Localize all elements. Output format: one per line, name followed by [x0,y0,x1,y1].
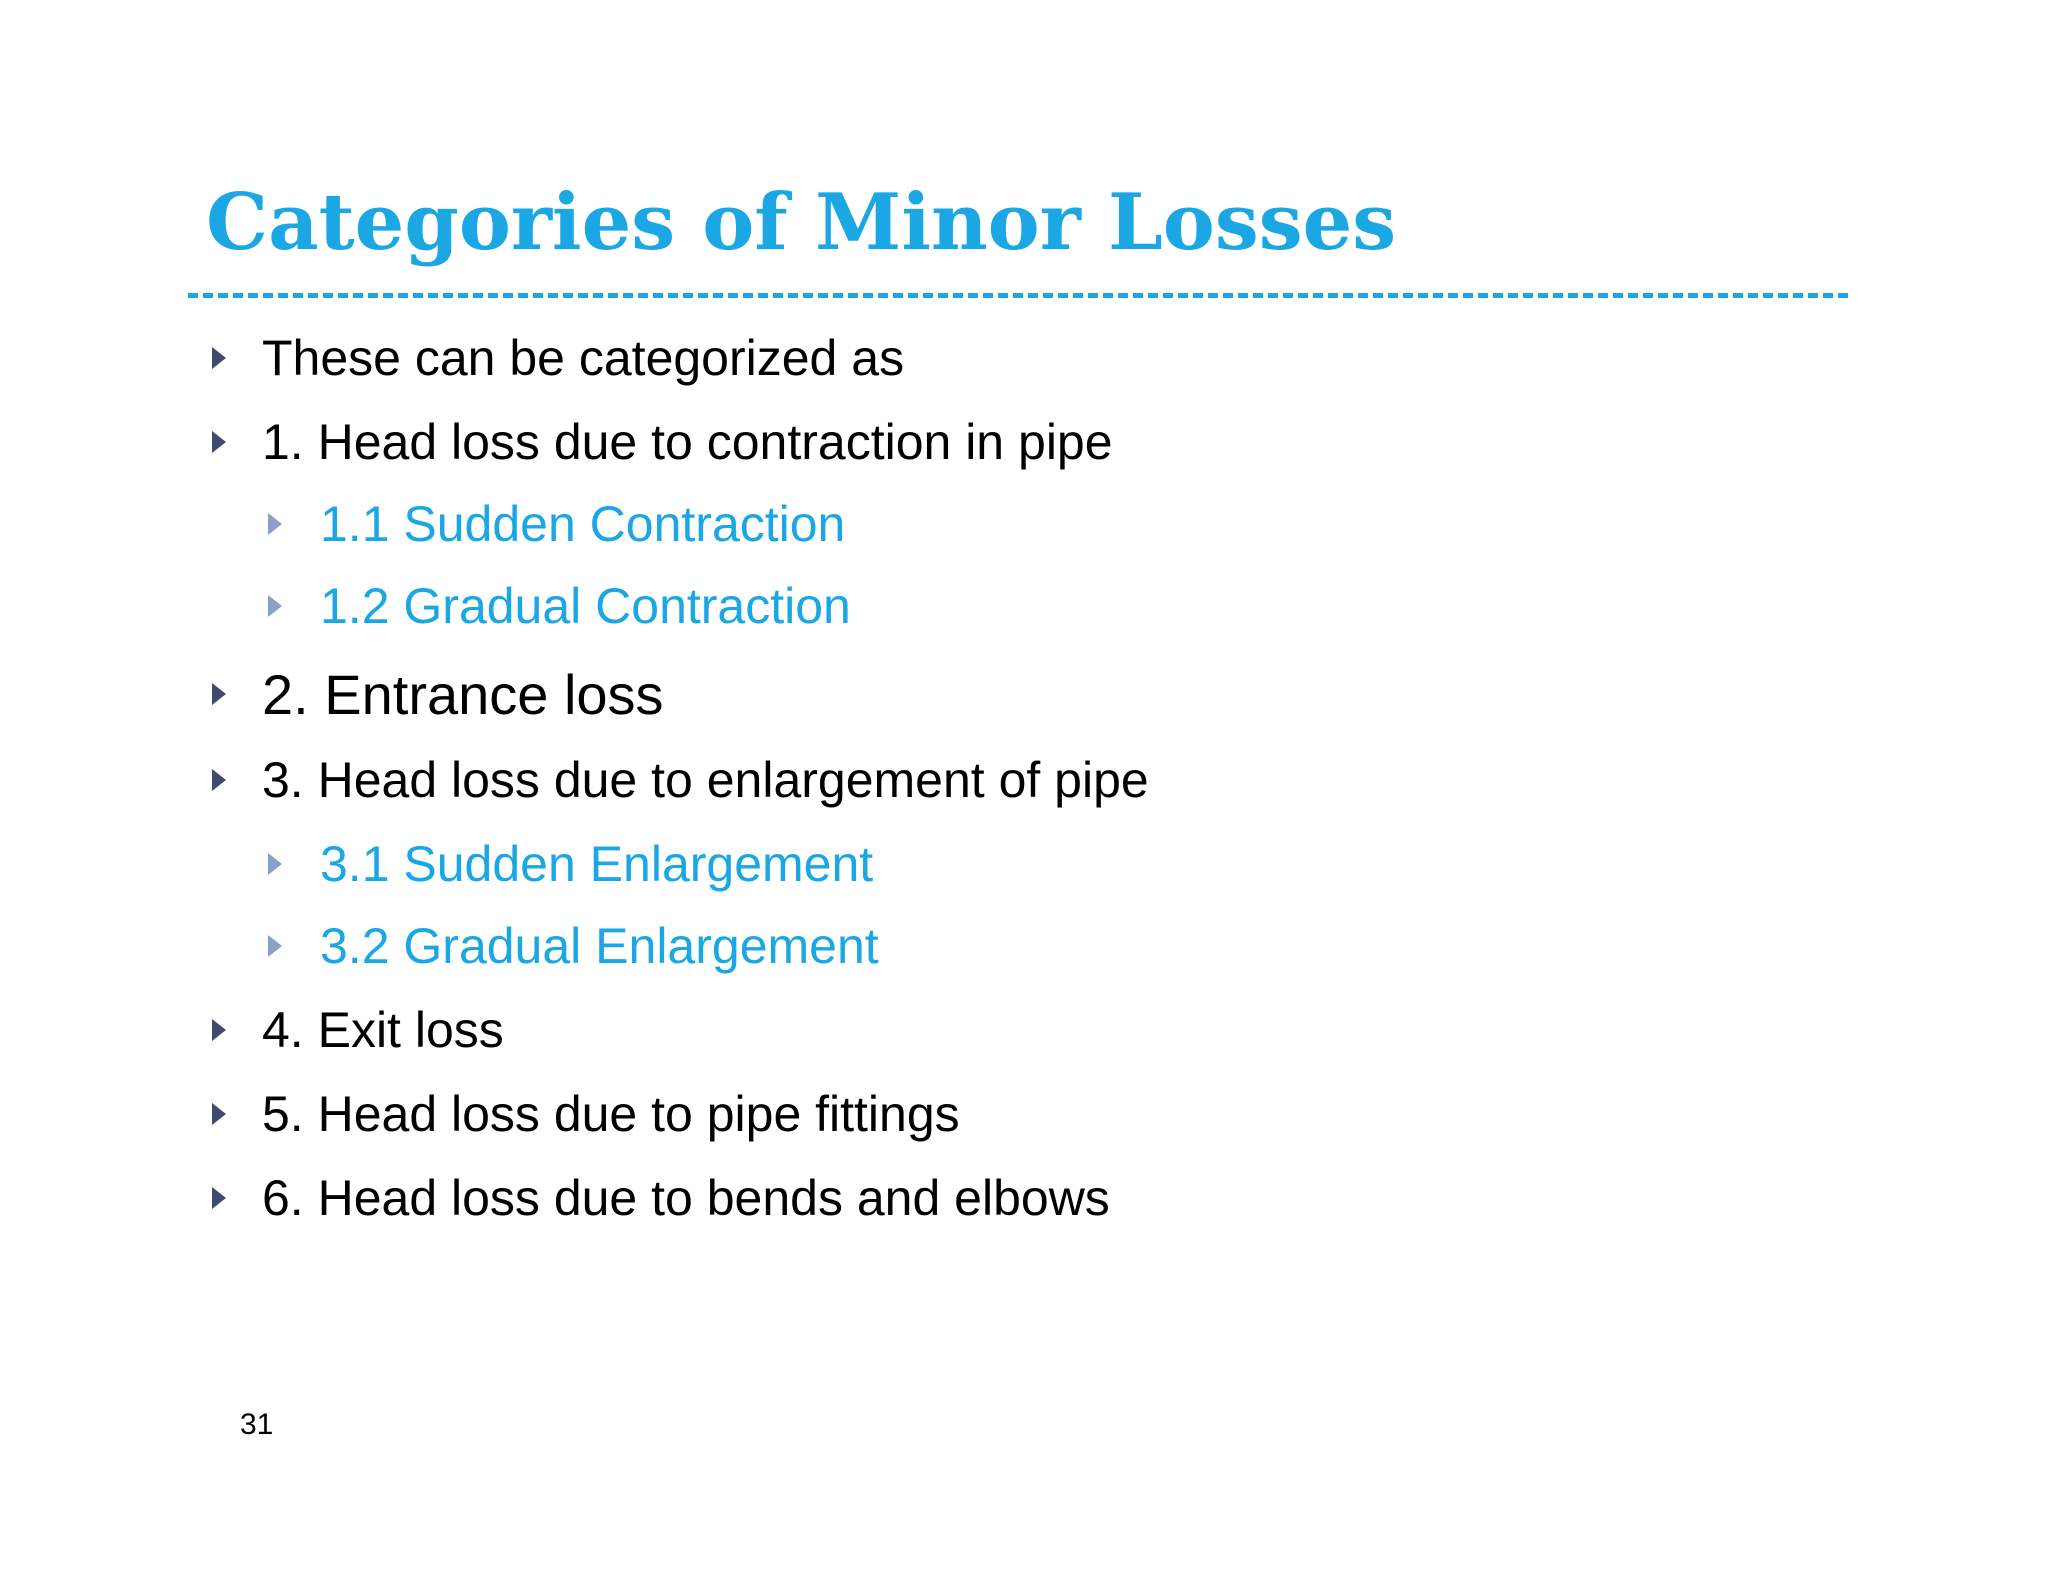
bullet-item [212,407,1113,477]
sub-bullet-item [268,829,873,899]
bullet-item [212,995,504,1065]
sub-bullet-item [268,489,845,559]
triangle-right-icon [268,513,282,535]
bullet-text: 2. Entrance loss [262,662,664,726]
sub-bullet-text: 3.1 Sudden Enlargement [320,836,874,892]
bullet-item [212,659,664,729]
page-number: 31 [240,1408,274,1441]
sub-bullet-item [268,571,851,641]
bullet-text: 1. Head loss due to contraction in pipe [262,414,1113,470]
triangle-right-icon [212,1019,226,1041]
triangle-right-icon [212,1187,226,1209]
triangle-right-icon [212,1103,226,1125]
bullet-item [212,323,904,393]
bullet-text: 4. Exit loss [262,1002,504,1058]
triangle-right-icon [268,595,282,617]
sub-bullet-item [268,911,879,981]
bullet-text: 6. Head loss due to bends and elbows [262,1170,1110,1226]
triangle-right-icon [212,683,226,705]
triangle-right-icon [212,769,226,791]
triangle-right-icon [268,935,282,957]
triangle-right-icon [212,347,226,369]
sub-bullet-text: 3.2 Gradual Enlargement [320,918,879,974]
triangle-right-icon [268,853,282,875]
bullet-item [212,745,1149,815]
bullet-text: 5. Head loss due to pipe fittings [262,1086,960,1142]
slide-title: Categories of Minor Losses [206,177,1397,268]
bullet-item [212,1163,1110,1233]
triangle-right-icon [212,431,226,453]
bullet-text: 3. Head loss due to enlargement of pipe [262,752,1149,808]
sub-bullet-text: 1.2 Gradual Contraction [320,578,851,634]
sub-bullet-text: 1.1 Sudden Contraction [320,496,846,552]
bullet-item [212,1079,960,1149]
bullet-text: These can be categorized as [262,330,905,386]
title-divider [188,293,1848,298]
